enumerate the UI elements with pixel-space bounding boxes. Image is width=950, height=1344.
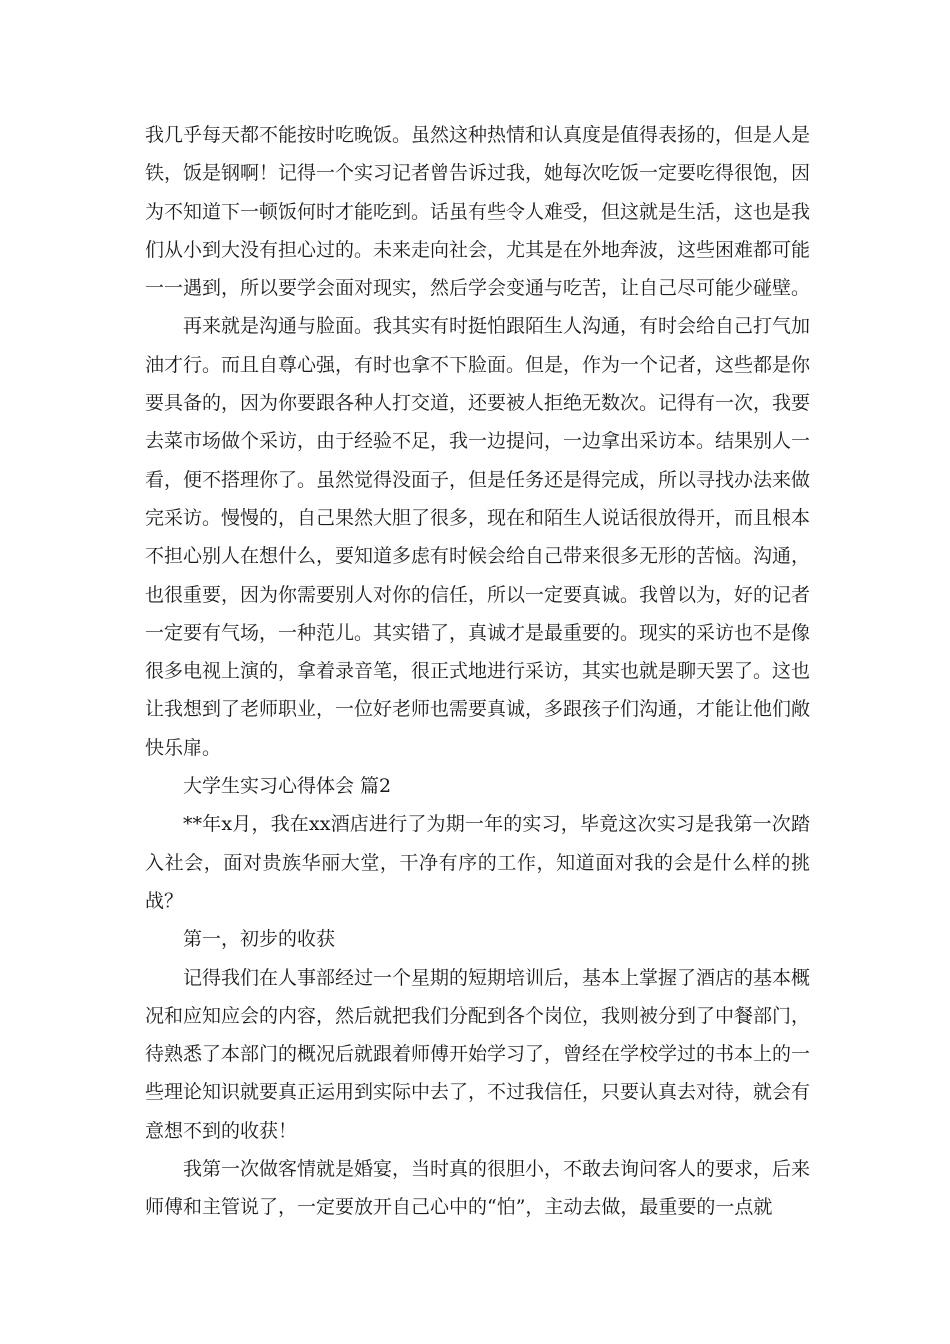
paragraph-dinner-habits: 我几乎每天都不能按时吃晚饭。虽然这种热情和认真度是值得表扬的，但是人是铁，饭是钢啊！记得一个实习记者曾告诉过我，她每次吃饭一定要吃得很饱，因为不知道下一顿饭何时才能吃到。话虽有些令人难受，但这就是生活，这也是我们从小到大没有担心过的。未来走向社会，尤其是在外地奔波，这些困难都可能一一遇到，所以要学会面对现实，然后学会变通与吃苦，让自己尽可能少碰壁。 — [145, 124, 811, 300]
paragraph-hotel-internship: **年x月，我在xx酒店进行了为期一年的实习，毕竟这次实习是我第一次踏入社会，面对贵族华丽大堂，干净有序的工作，知道面对我的会是什么样的挑战？ — [145, 813, 810, 912]
subheading-first-gains: 第一，初步的收获 — [183, 928, 336, 951]
paragraph-training: 记得我们在人事部经过一个星期的短期培训后，基本上掌握了酒店的基本概况和应知应会的内容，然后就把我们分配到各个岗位，我则被分到了中餐部门，待熟悉了本部门的概况后就跟着师傅开始学习了，曾经在学校学过的书本上的一些理论知识就要真正运用到实际中去了，不过我信任，只要认真去对待，就会有意想不到的收获！ — [145, 966, 811, 1142]
document-body — [145, 116, 810, 1227]
paragraph-wedding-banquet: 我第一次做客情就是婚宴，当时真的很胆小，不敢去询问客人的要求，后来师傅和主管说了，一定要放开自己心中的“怕”，主动去做，最重要的一点就 — [145, 1158, 811, 1219]
paragraph-communication: 再来就是沟通与脸面。我其实有时挺怕跟陌生人沟通，有时会给自己打气加油才行。而且自尊心强，有时也拿不下脸面。但是，作为一个记者，这些都是你要具备的，因为你要跟各种人打交道，还要被人拒绝无数次。记得有一次，我要去菜市场做个采访，由于经验不足，我一边提问，一边拿出采访本。结果别人一看，便不搭理你了。虽然觉得没面子，但是任务还是得完成，所以寻找办法来做完采访。慢慢的，自己果然大胆了很多，现在和陌生人说话很放得开，而且根本不担心别人在想什么，要知道多虑有时候会给自己带来很多无形的苦恼。沟通，也很重要，因为你需要别人对你的信任，所以一定要真诚。我曾以为，好的记者一定要有气场，一种范儿。其实错了，真诚才是最重要的。现实的采访也不是像很多电视上演的，拿着录音笔，很正式地进行采访，其实也就是聊天罢了。这也让我想到了老师职业，一位好老师也需要真诚，多跟孩子们沟通，才能让他们敞快乐扉。 — [145, 315, 811, 759]
section-heading-part-2: 大学生实习心得体会 篇2 — [183, 775, 392, 798]
